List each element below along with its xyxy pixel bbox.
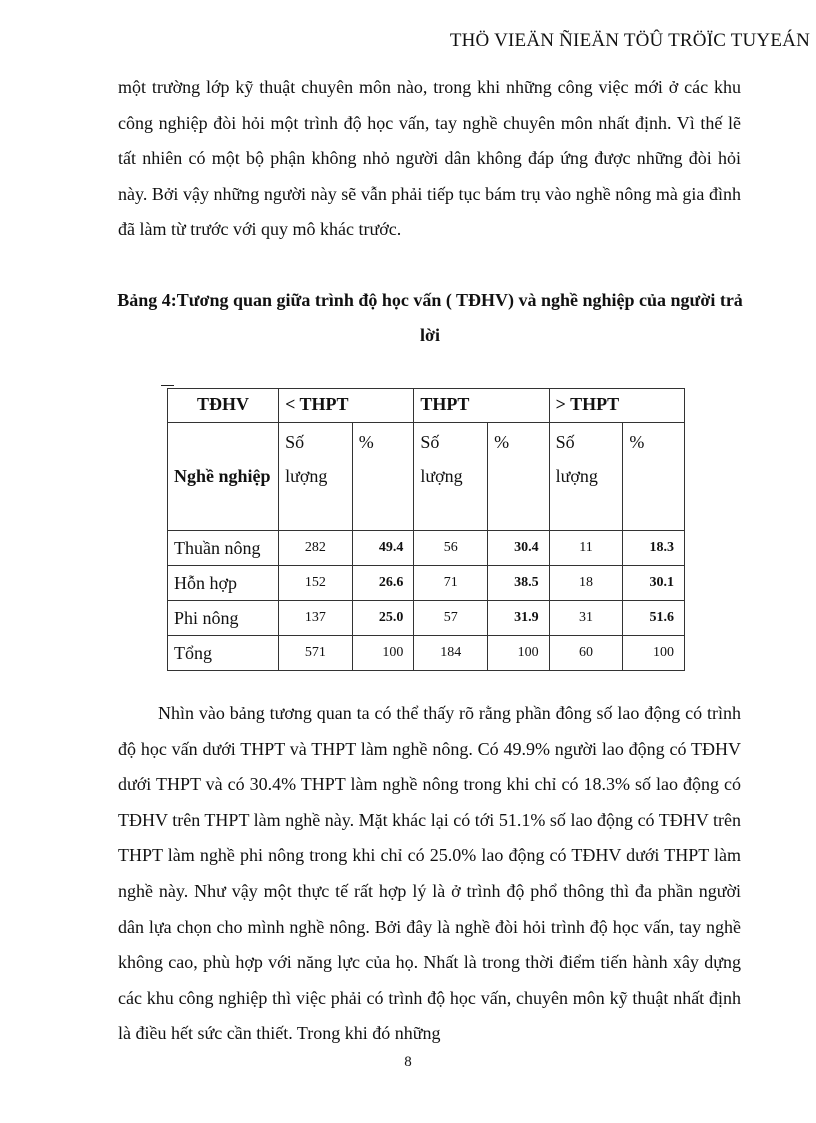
table-caption: Bảng 4:Tương quan giữa trình độ học vấn ( TĐHV) và nghề nghiệp của người trả lời <box>117 290 743 345</box>
table-row-total <box>168 636 685 671</box>
subheader-percent: % <box>488 423 550 531</box>
header-occupation: Nghề nghiệp <box>168 423 279 531</box>
header-group-below-thpt: < THPT <box>279 389 414 423</box>
cell-percent: 30.1 <box>623 566 685 601</box>
cell-count: 31 <box>549 601 623 636</box>
cell-percent: 51.6 <box>623 601 685 636</box>
subheader-percent: % <box>352 423 414 531</box>
body-paragraph-2: Nhìn vào bảng tương quan ta có thể thấy rõ rằng phần đông số lao động có trình độ học vấn dưới THPT và THPT làm nghề nông. Có 49.9% người lao động có TĐHV dưới THPT và có 30.4% THPT làm nghề nông trong khi chỉ có 18.3% số lao động có TĐHV trên THPT làm nghề này. Mặt khác lại có tới 51.1% số lao động có TĐHV trên THPT làm nghề phi nông trong khi chỉ có 25.0% lao động có TĐHV dưới THPT làm nghề này. Như vậy một thực tế rất hợp lý là ở trình độ phổ thông thì đa phần người dân lựa chọn cho mình nghề nông. Bởi đây là nghề đòi hỏi trình độ học vấn, tay nghề không cao, phù hợp với năng lực của họ. Nhất là trong thời điểm tiến hành xây dựng các khu công nghiệp thì việc phải có trình độ học vấn, chuyên môn kỹ thuật nhất định là điều hết sức cần thiết. Trong khi đó những <box>118 703 741 1044</box>
subheader-count: Số lượng <box>414 423 488 531</box>
table-row <box>168 601 685 636</box>
education-occupation-table <box>167 388 685 671</box>
subheader-count: Số lượng <box>279 423 353 531</box>
cell-count: 137 <box>279 601 353 636</box>
header-tdhv: TĐHV <box>168 389 279 423</box>
cell-percent: 38.5 <box>488 566 550 601</box>
cell-count: 18 <box>549 566 623 601</box>
cell-count: 152 <box>279 566 353 601</box>
cell-count: 184 <box>414 636 488 671</box>
row-label: Hỗn hợp <box>168 566 279 601</box>
cell-count: 56 <box>414 531 488 566</box>
cell-count: 11 <box>549 531 623 566</box>
table-row <box>168 531 685 566</box>
subheader-percent: % <box>623 423 685 531</box>
cell-percent: 100 <box>352 636 414 671</box>
cell-percent: 100 <box>623 636 685 671</box>
cell-count: 60 <box>549 636 623 671</box>
cell-count: 57 <box>414 601 488 636</box>
table-header-row <box>168 389 685 423</box>
header-group-above-thpt: > THPT <box>549 389 684 423</box>
row-label: Thuần nông <box>168 531 279 566</box>
cell-percent: 30.4 <box>488 531 550 566</box>
cell-percent: 100 <box>488 636 550 671</box>
table-subheader-row <box>168 423 685 531</box>
cell-percent: 31.9 <box>488 601 550 636</box>
cell-percent: 25.0 <box>352 601 414 636</box>
table-row <box>168 566 685 601</box>
cell-percent: 49.4 <box>352 531 414 566</box>
subheader-count: Số lượng <box>549 423 623 531</box>
running-header: THÖ VIEÄN ÑIEÄN TÖÛ TRÖÏC TUYEÁN <box>449 30 810 51</box>
row-label: Phi nông <box>168 601 279 636</box>
cell-percent: 18.3 <box>623 531 685 566</box>
body-paragraph-1: một trường lớp kỹ thuật chuyên môn nào, trong khi những công việc mới ở các khu công nghiệp đòi hỏi một trình độ học vấn, tay nghề chuyên môn nhất định. Vì thế lẽ tất nhiên có một bộ phận không nhỏ người dân không đáp ứng được những đòi hỏi này. Bởi vậy những người này sẽ vẫn phải tiếp tục bám trụ vào nghề nông mà gia đình đã làm từ trước với quy mô khác trước. <box>118 77 741 240</box>
cell-count: 571 <box>279 636 353 671</box>
cell-percent: 26.6 <box>352 566 414 601</box>
cell-count: 71 <box>414 566 488 601</box>
header-group-thpt: THPT <box>414 389 549 423</box>
table-corner-mark <box>161 385 174 386</box>
cell-count: 282 <box>279 531 353 566</box>
page-number: 8 <box>404 1054 412 1070</box>
row-label: Tổng <box>168 636 279 671</box>
